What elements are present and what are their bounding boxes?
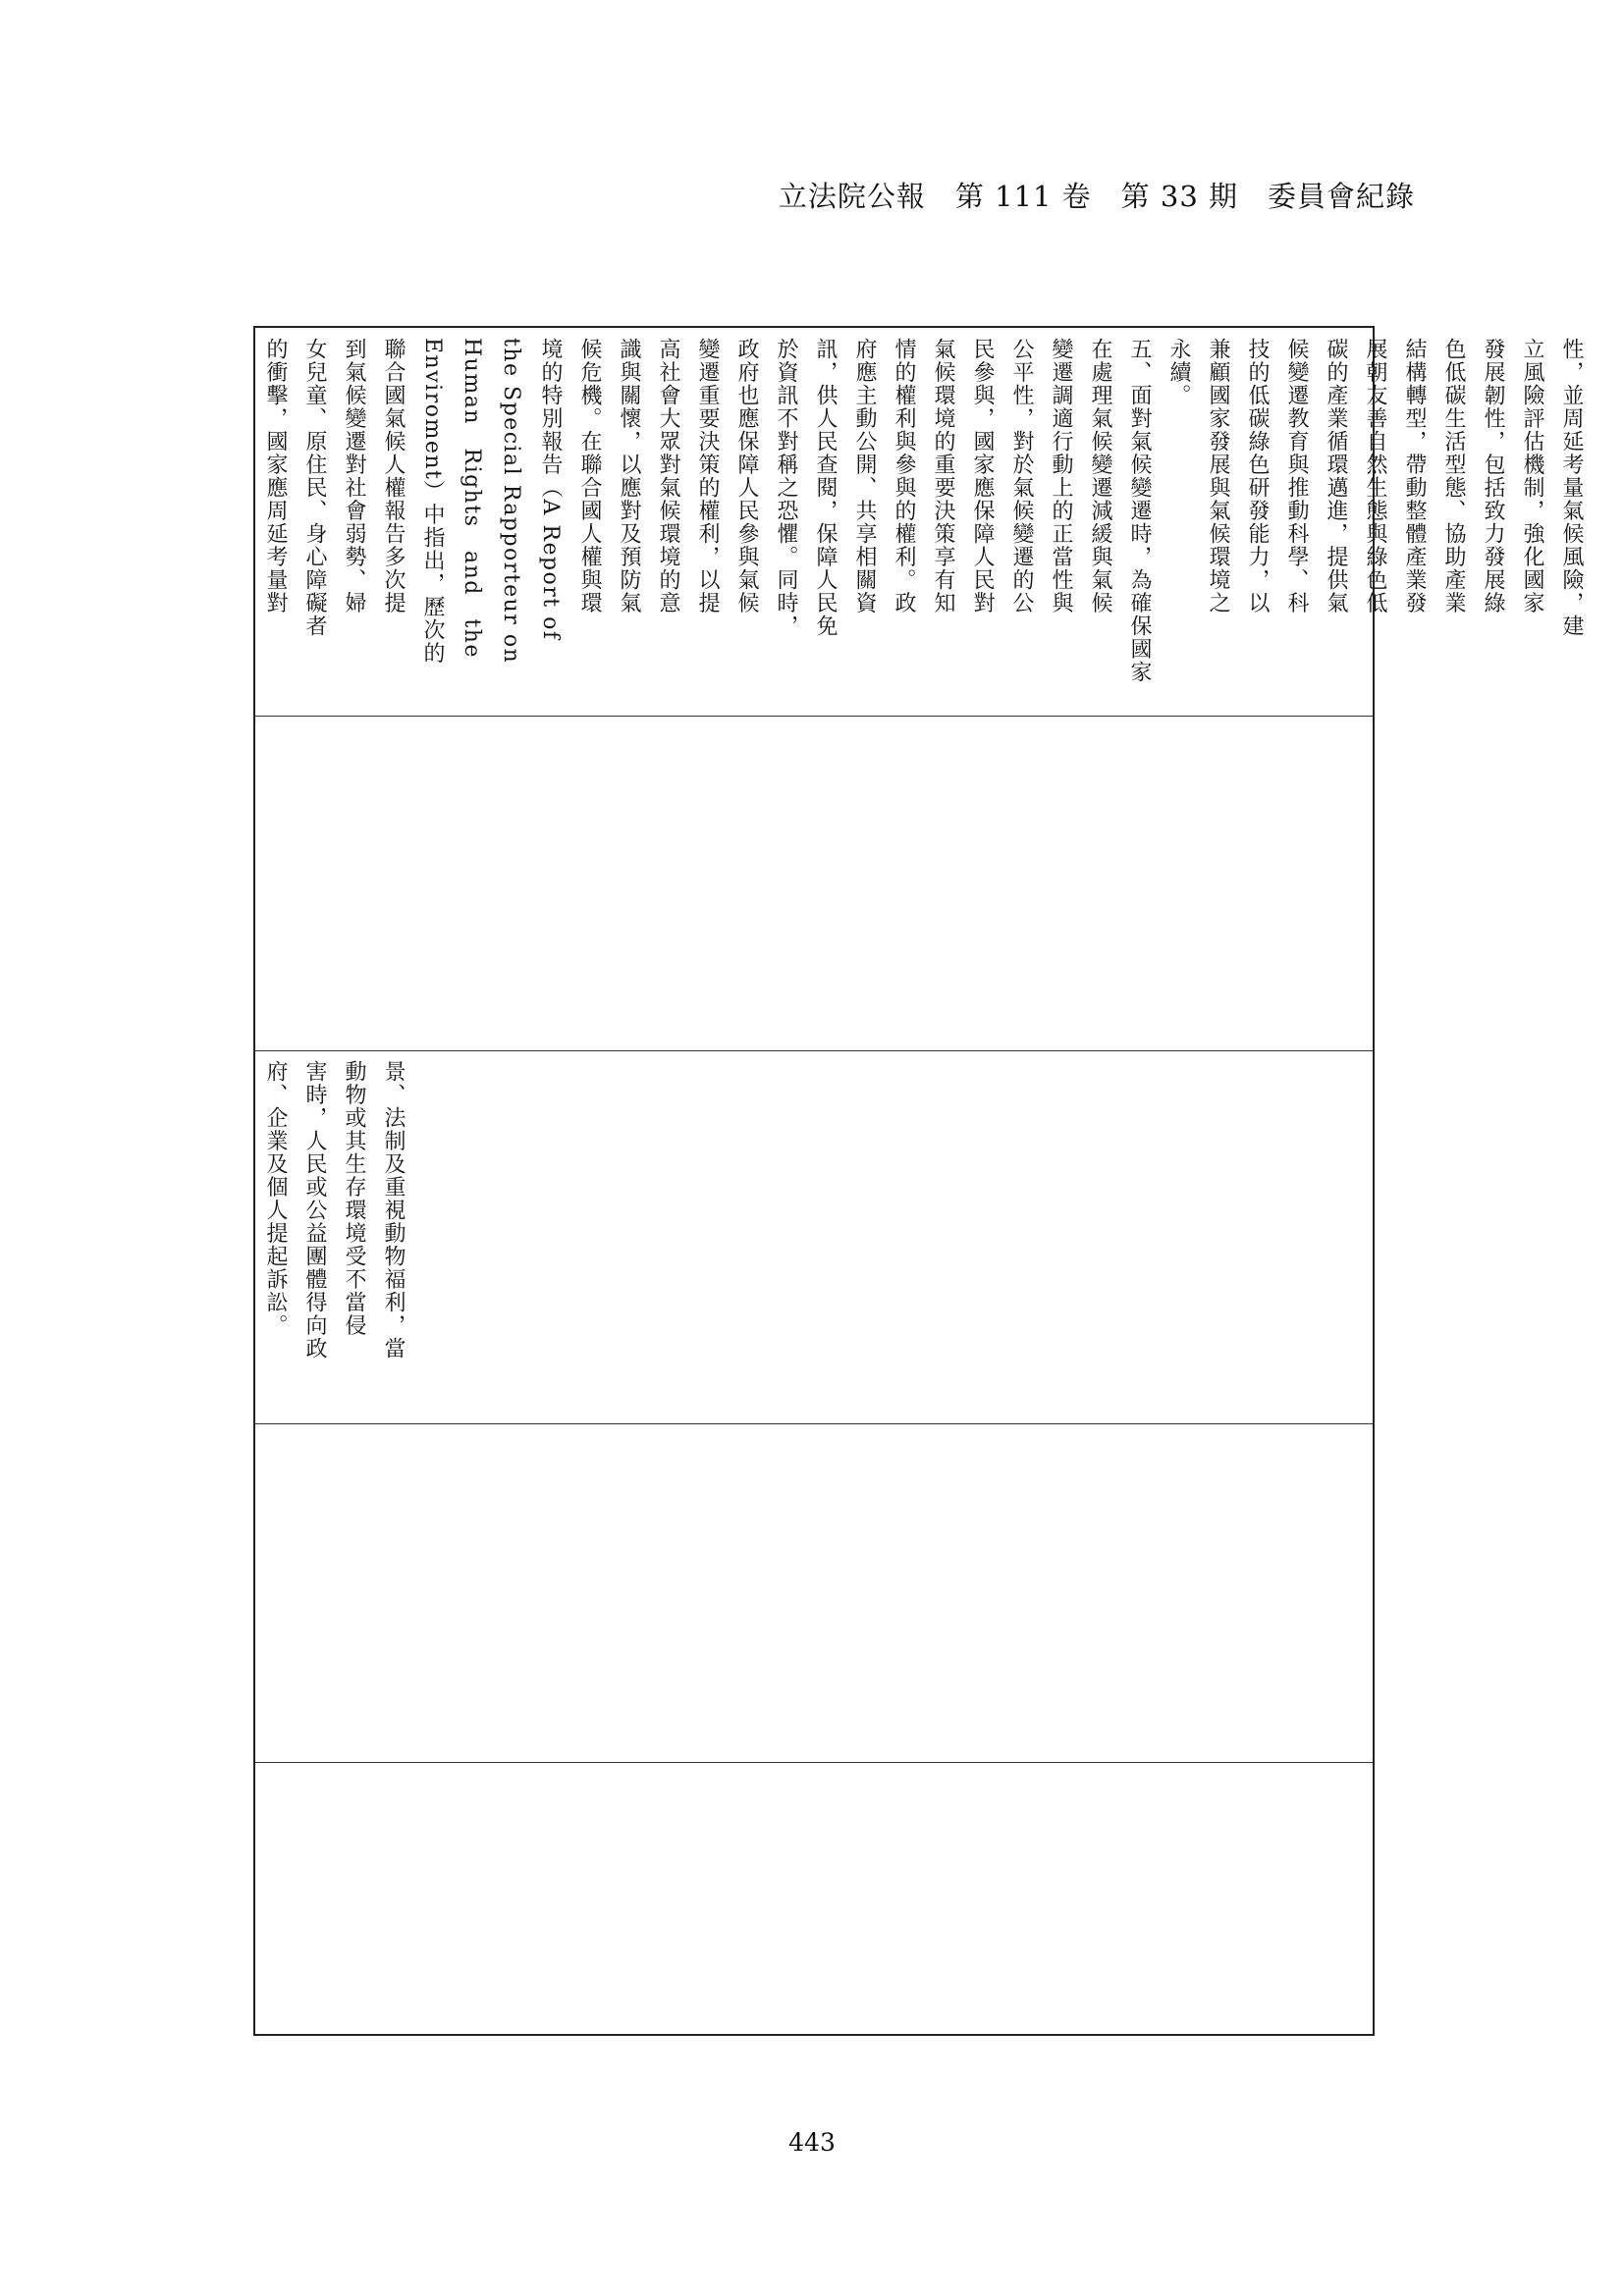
- table-row-divider: [255, 1762, 1373, 1763]
- table-row-divider: [255, 1423, 1373, 1424]
- rotated-comparison-table: [253, 326, 1584, 2036]
- table-row-divider: [255, 1050, 1373, 1051]
- page-header: 立法院公報 第 111 卷 第 33 期 委員會紀錄: [778, 180, 1415, 213]
- table-cell-provision: [255, 1052, 1373, 1386]
- explanation-text: 性，並周延考量氣候風險，建 立風險評估機制，強化國家 發展韌性，包括致力發展綠 色低碳生活型態、協助產業 結構轉型，帶動整體產業發 展朝友善自然生態與綠色低 碳的產業循環邁進，提供氣 候變遷教育與推動科學、科 技的低碳綠色研發能力，以 兼顧國家發展與氣候環境之 永續。 五、面對氣候變遷時，為確保國家 在處理氣候變遷減緩與氣候 變遷調適行動上的正當性與 公平性，對於氣候變遷的公 民參與，國家應保障人民對 氣候環境的重要決策享有知 情的權利與參與的權利。政 府應主動公開、共享相關資 訊，供人民查閱，保障人民免 於資訊不對稱之恐懼。同時， 政府也應保障人民參與氣候 變遷重要決策的權利，以提 高社會大眾對氣候環境的意 識與關懷，以應對及預防氣 候危機。在聯合國人權與環 境的特別報告（A Report of the Special Rapporteur on Human Rights and the Enviroment）中指出，歷次的 聯合國氣候人權報告多次提 到氣候變遷對社會弱勢、婦 女兒童、原住民、身心障礙者 的衝擊，國家應周延考量對: [263, 338, 1584, 684]
- page-number: 443: [788, 2128, 836, 2157]
- provision-text: 景、法制及重視動物福利，當 動物或其生存環境受不當侵 害時，人民或公益團體得向政 府、企業及個人提起訴訟。: [263, 1060, 406, 1361]
- table-row-divider: [255, 716, 1373, 717]
- table-cell-explanation: [255, 330, 1584, 711]
